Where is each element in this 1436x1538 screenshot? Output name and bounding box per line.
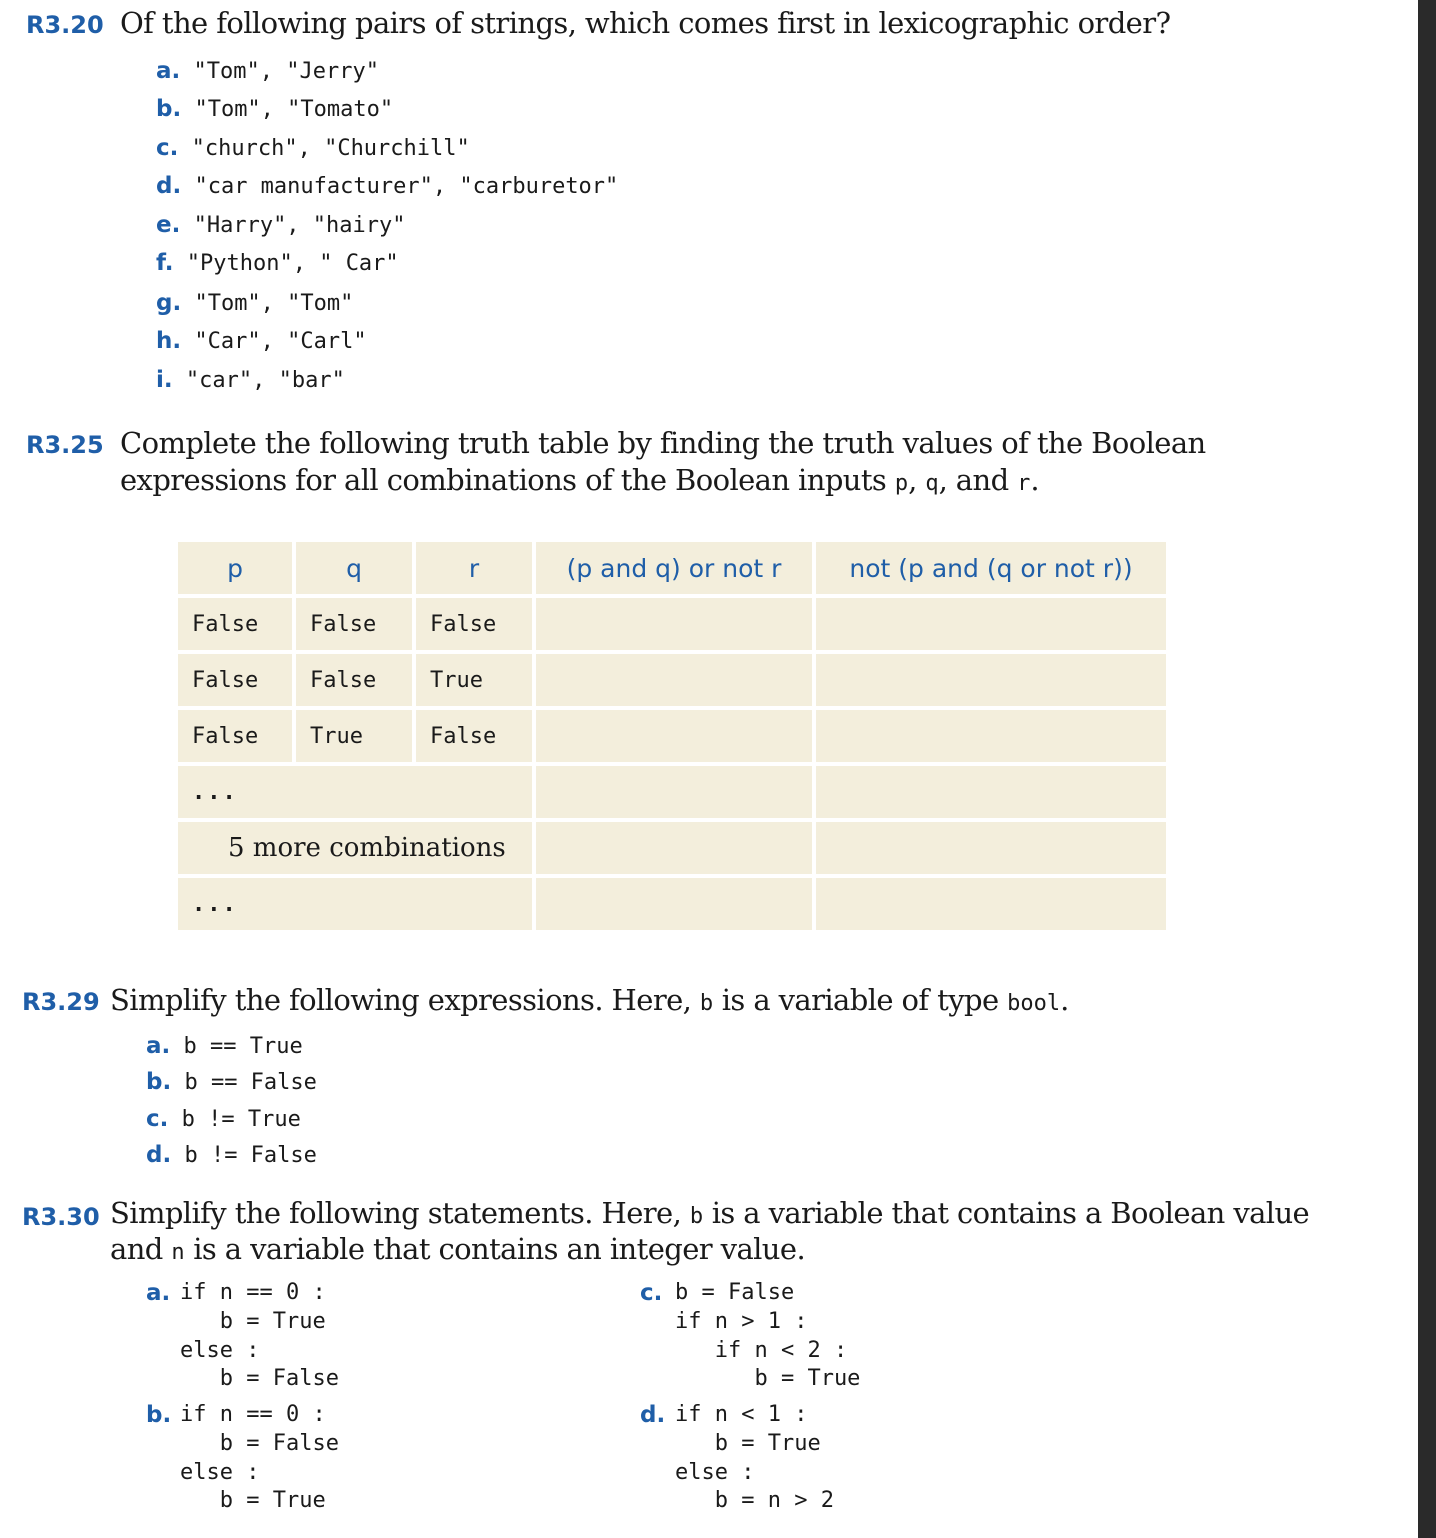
list-item: f. "Python", " Car" (156, 250, 399, 276)
column-header: q (296, 542, 412, 594)
code-line: if n == 0 : (180, 1402, 326, 1427)
table-cell: False (178, 654, 292, 706)
code-line: b = n > 2 (675, 1488, 834, 1513)
list-item: d. "car manufacturer", "carburetor" (156, 173, 619, 199)
table-cell: False (296, 598, 412, 650)
table-cell-empty (816, 766, 1166, 818)
table-ellipsis: ... (178, 766, 532, 818)
table-cell-empty (536, 598, 812, 650)
code-line: else : (675, 1460, 755, 1485)
list-item: d. b != False (146, 1142, 317, 1168)
table-cell-empty (536, 878, 812, 930)
code-line: if n < 2 : (675, 1338, 848, 1363)
list-item: a. "Tom", "Jerry" (156, 58, 379, 84)
code-line: else : (180, 1460, 260, 1485)
list-item: i. "car", "bar" (156, 367, 345, 393)
code-line: b = True (675, 1431, 821, 1456)
code-line: b = True (675, 1366, 861, 1391)
exercise-prompt: Simplify the following expressions. Here, b is a variable of type bool. (110, 983, 1069, 1017)
table-more-note: 5 more combinations (178, 822, 532, 874)
table-cell-empty (816, 654, 1166, 706)
table-header-row (178, 542, 1166, 594)
code-line: b = True (180, 1309, 326, 1334)
code-line: if n == 0 : (180, 1280, 326, 1305)
item-label: b. (146, 1402, 172, 1428)
table-cell: False (178, 598, 292, 650)
table-cell-empty (816, 878, 1166, 930)
column-header: p (178, 542, 292, 594)
table-cell-empty (816, 598, 1166, 650)
table-cell: False (416, 710, 532, 762)
table-row (178, 822, 1166, 874)
column-header: not (p and (q or not r)) (816, 542, 1166, 594)
code-line: b = True (180, 1488, 326, 1513)
list-item: b. b == False (146, 1069, 317, 1095)
list-item: c. b != True (146, 1106, 301, 1132)
table-cell: False (416, 598, 532, 650)
table-cell: True (416, 654, 532, 706)
exercise-number: R3.20 (26, 11, 104, 39)
exercise-prompt: Simplify the following statements. Here, b is a variable that contains a Boolean value and n is a variable that contains an integer value. (110, 1196, 1310, 1266)
table-cell: True (296, 710, 412, 762)
exercise-number: R3.25 (26, 431, 104, 459)
list-item: a. b == True (146, 1033, 303, 1059)
code-line: if n < 1 : (675, 1402, 808, 1427)
table-ellipsis: ... (178, 878, 532, 930)
table-row (178, 766, 1166, 818)
list-item: h. "Car", "Carl" (156, 328, 367, 354)
table-row (178, 654, 1166, 706)
exercise-number: R3.29 (22, 988, 100, 1016)
list-item: e. "Harry", "hairy" (156, 212, 406, 238)
code-line: else : (180, 1338, 260, 1363)
table-cell-empty (816, 822, 1166, 874)
column-header: (p and q) or not r (536, 542, 812, 594)
code-line: b = False (675, 1280, 795, 1305)
item-label: d. (640, 1402, 666, 1428)
table-row (178, 878, 1166, 930)
table-cell-empty (816, 710, 1166, 762)
exercise-number: R3.30 (22, 1203, 100, 1231)
table-cell: False (296, 654, 412, 706)
exercise-prompt: Of the following pairs of strings, which comes first in lexicographic order? (120, 6, 1171, 40)
list-item: b. "Tom", "Tomato" (156, 96, 394, 122)
table-row (178, 710, 1166, 762)
item-label: c. (640, 1280, 663, 1306)
code-line: if n > 1 : (675, 1309, 808, 1334)
list-item: c. "church", "Churchill" (156, 135, 470, 161)
item-label: a. (146, 1280, 171, 1306)
code-line: b = False (180, 1366, 339, 1391)
table-cell-empty (536, 766, 812, 818)
column-header: r (416, 542, 532, 594)
table-cell-empty (536, 710, 812, 762)
list-item: g. "Tom", "Tom" (156, 290, 354, 316)
table-cell-empty (536, 654, 812, 706)
table-row (178, 598, 1166, 650)
page-right-edge (1418, 0, 1436, 1538)
truth-table (174, 538, 1170, 934)
code-line: b = False (180, 1431, 339, 1456)
table-cell-empty (536, 822, 812, 874)
table-cell: False (178, 710, 292, 762)
exercise-prompt: Complete the following truth table by finding the truth values of the Boolean expressions for all combinations of the Boolean inputs p, q, and r. (120, 426, 1206, 497)
